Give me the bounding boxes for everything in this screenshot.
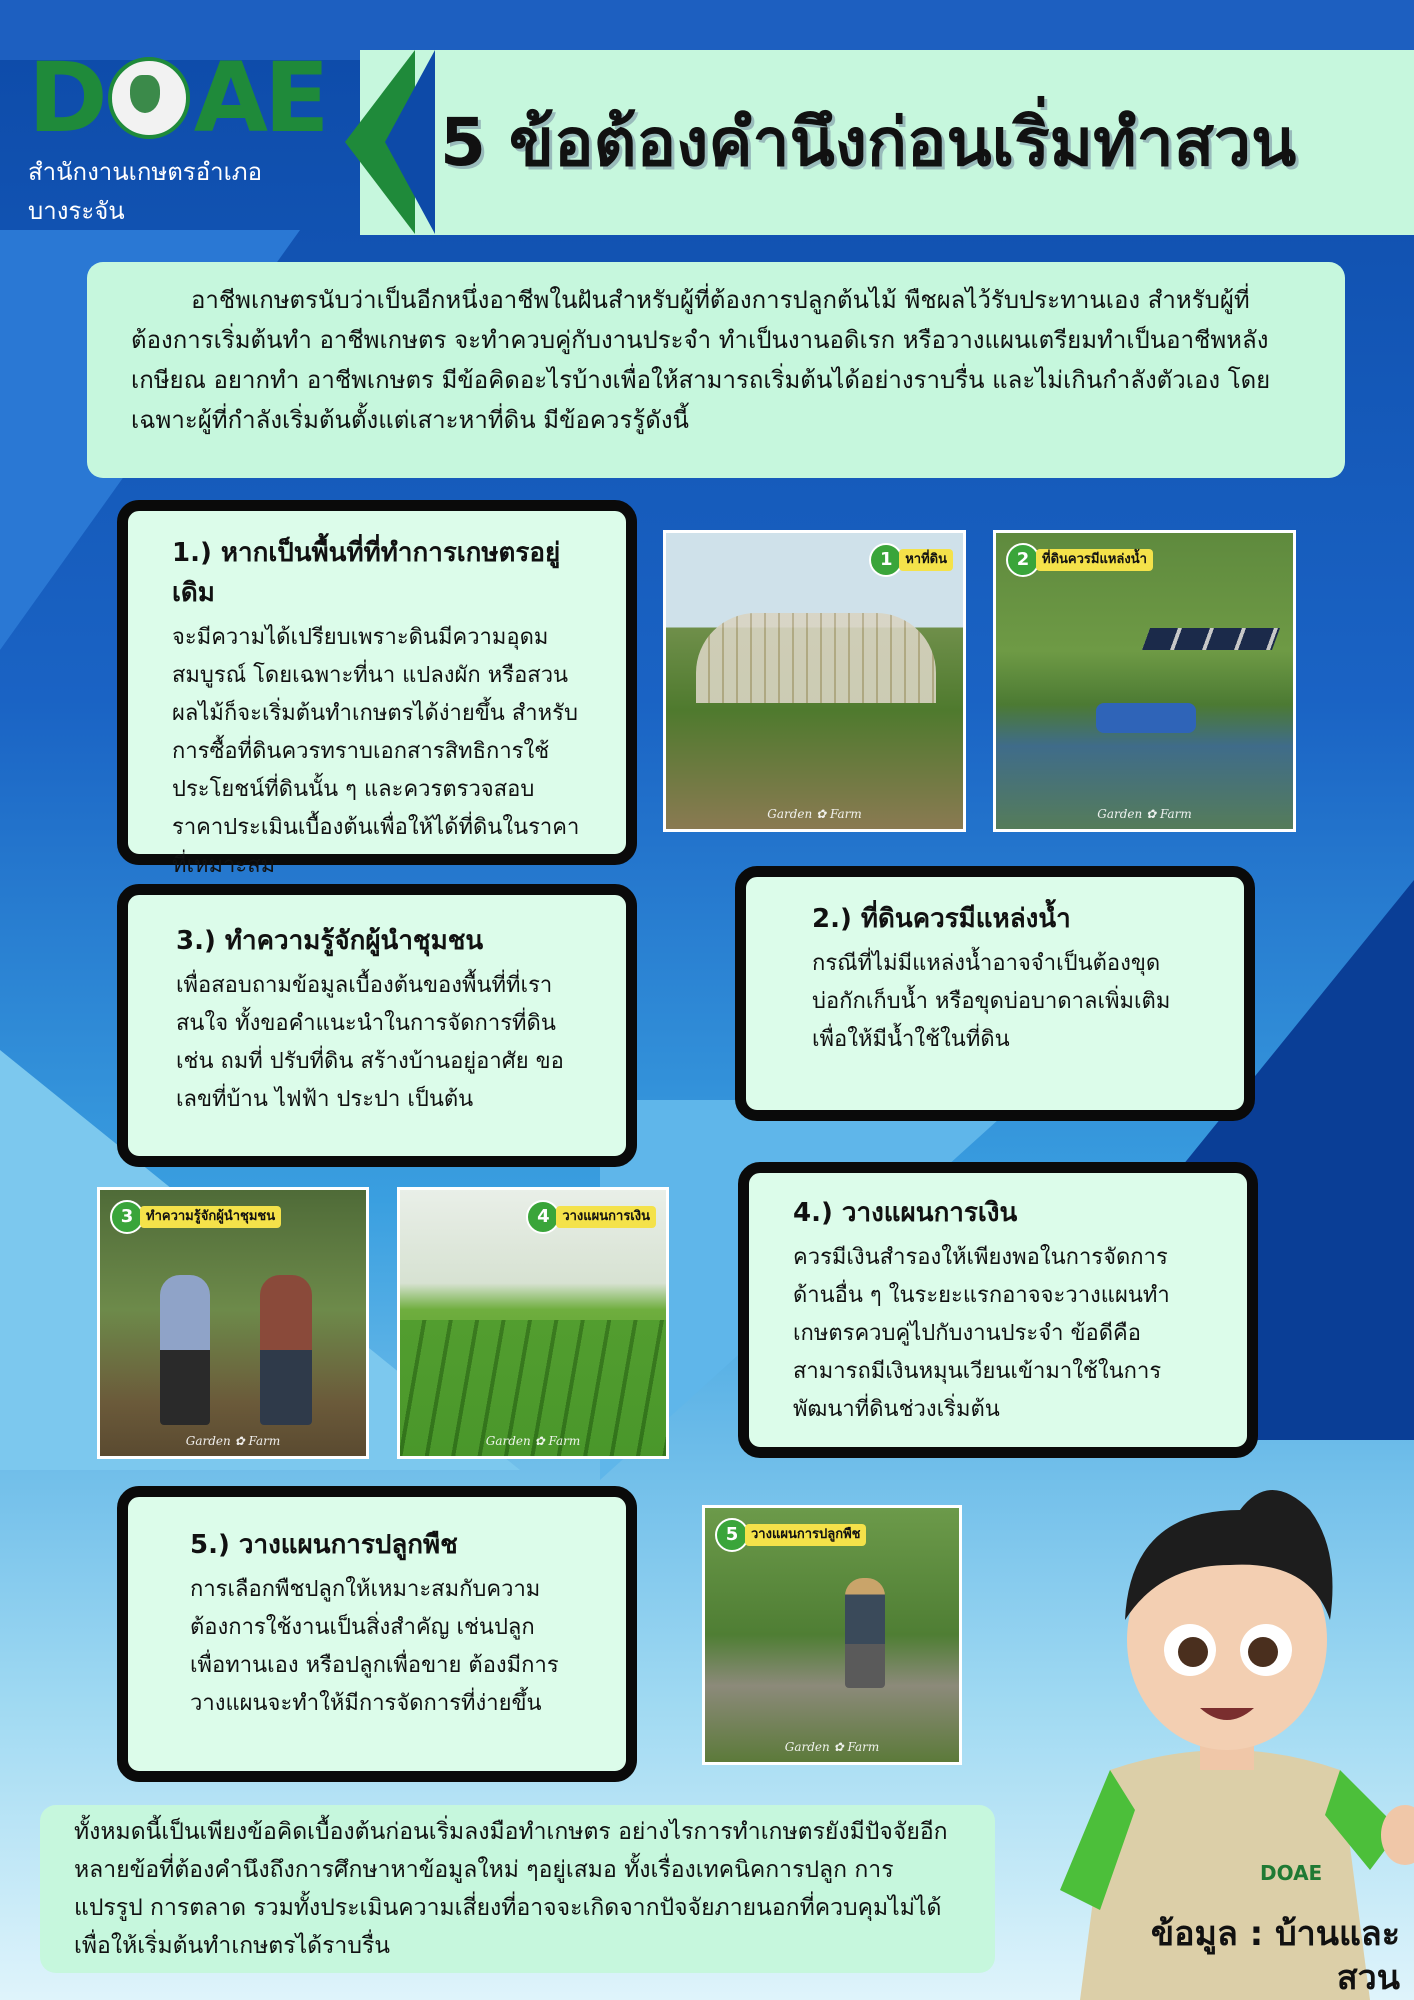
- logo-mark: [28, 42, 328, 154]
- photo-tag: [110, 1200, 281, 1234]
- photo-watermark: Garden ✿ Farm: [784, 1740, 880, 1754]
- photo-community-leader: [97, 1187, 369, 1459]
- photo-tag-number: 3: [110, 1200, 144, 1234]
- gardener-shape: [845, 1578, 885, 1688]
- intro-box: [87, 262, 1345, 478]
- mascot-shirt-logo: DOAE: [1260, 1861, 1323, 1885]
- solar-panels-shape: [1142, 628, 1280, 650]
- photo-tag-label: วางแผนการเงิน: [556, 1206, 656, 1228]
- photo-tag-label: วางแผนการปลูกพืช: [745, 1524, 866, 1546]
- doae-logo: [28, 42, 328, 230]
- photo-tag: [869, 543, 953, 577]
- photo-find-land: [663, 530, 966, 832]
- photo-watermark: Garden ✿ Farm: [1097, 807, 1192, 821]
- photo-tag-number: 1: [869, 543, 903, 577]
- tip-card-heading: 1.) หากเป็นพื้นที่ที่ทำการเกษตรอยู่เดิม: [172, 538, 561, 608]
- tip-card-5: [117, 1486, 637, 1782]
- source-credit: ข้อมูล : บ้านและสวน: [1150, 1914, 1400, 1998]
- photo-tag-number: 2: [1006, 543, 1040, 577]
- tip-card-body: ควรมีเงินสำรองให้เพียงพอในการจัดการด้านอื่น ๆ ในระยะแรกอาจจะวางแผนทำเกษตรควบคู่ไปกับงานประจำ ข้อดีคือสามารถมีเงินหมุนเวียนเข้ามาใช้ในการพัฒนาที่ดินช่วงเริ่มต้น: [793, 1245, 1170, 1422]
- photo-tag-number: 4: [526, 1200, 560, 1234]
- photo-watermark: Garden ✿ Farm: [767, 807, 862, 821]
- tip-card-heading: 5.) วางแผนการปลูกพืช: [190, 1530, 458, 1560]
- photo-water-source: [993, 530, 1296, 832]
- mascot-pupil-right: [1248, 1637, 1278, 1667]
- mascot-pupil-left: [1178, 1637, 1208, 1667]
- tip-card-heading: 3.) ทำความรู้จักผู้นำชุมชน: [176, 926, 484, 956]
- summary-text: ทั้งหมดนี้เป็นเพียงข้อคิดเบื้องต้นก่อนเริ่มลงมือทำเกษตร อย่างไรการทำเกษตรยังมีปัจจัยอีกหลายข้อที่ต้องคำนึงถึงการศึกษาหาข้อมูลใหม่ ๆอยู่เสมอ ทั้งเรื่องเทคนิคการปลูก การแปรรูป การตลาด รวมทั้งประเมินความเสี่ยงที่อาจจะเกิดจากปัจจัยภายนอกที่ควบคุมไม่ได้ เพื่อให้เริ่มต้นทำเกษตรได้ราบรื่น: [74, 1819, 948, 1959]
- photo-tag: [715, 1518, 866, 1552]
- photo-tag-number: 5: [715, 1518, 749, 1552]
- photo-tag-label: ที่ดินควรมีแหล่งน้ำ: [1036, 549, 1153, 571]
- tip-card-1: [117, 500, 637, 878]
- photo-tag-label: หาที่ดิน: [899, 549, 953, 571]
- photo-tag: [1006, 543, 1153, 577]
- photo-watermark: Garden ✿ Farm: [485, 1434, 581, 1448]
- tip-card-body: เพื่อสอบถามข้อมูลเบื้องต้นของพื้นที่ที่เราสนใจ ทั้งขอคำแนะนำในการจัดการที่ดิน เช่น ถมที่ ปรับที่ดิน สร้างบ้านอยู่อาศัย ขอเลขที่บ้าน ไฟฟ้า ประปา เป็นต้น: [176, 973, 564, 1112]
- logo-letter-d: D: [28, 42, 104, 154]
- photo-tag: [526, 1200, 656, 1234]
- photo-tag-label: ทำความรู้จักผู้นำชุมชน: [140, 1206, 281, 1228]
- tip-card-body: การเลือกพืชปลูกให้เหมาะสมกับความต้องการใช้งานเป็นสิ่งสำคัญ เช่นปลูกเพื่อทานเอง หรือปลูกเพื่อขาย ต้องมีการวางแผนจะทำให้มีการจัดการที่ง่ายขึ้น: [190, 1577, 559, 1716]
- photo-crop-plan: [702, 1505, 962, 1765]
- office-name: สำนักงานเกษตรอำเภอบางระจัน: [28, 158, 263, 225]
- page-title: 5 ข้อต้องคำนึงก่อนเริ่มทำสวน: [440, 104, 1297, 181]
- tip-card-heading: 4.) วางแผนการเงิน: [793, 1198, 1018, 1228]
- logo-letters-ae: AE: [193, 42, 326, 154]
- tip-card-2: [735, 866, 1255, 1121]
- photo-watermark: Garden ✿ Farm: [185, 1434, 281, 1448]
- tip-card-body: กรณีที่ไม่มีแหล่งน้ำอาจจำเป็นต้องขุดบ่อกักเก็บน้ำ หรือขุดบ่อบาดาลเพิ่มเติมเพื่อให้มีน้ำใช้ในที่ดิน: [812, 951, 1171, 1052]
- greenhouse-shape: [696, 613, 936, 703]
- tip-card-body: จะมีความได้เปรียบเพราะดินมีความอุดมสมบูรณ์ โดยเฉพาะที่นา แปลงผัก หรือสวนผลไม้ก็จะเริ่มต้นทำเกษตรได้ง่ายขึ้น สำหรับการซื้อที่ดินควรทราบเอกสารสิทธิการใช้ประโยชน์ที่ดินนั้น ๆ และควรตรวจสอบราคาประเมินเบื้องต้นเพื่อให้ได้ที่ดินในราคาที่เหมาะสม: [172, 625, 580, 878]
- summary-box: [40, 1805, 995, 1973]
- tip-card-4: [738, 1162, 1258, 1458]
- tip-card-heading: 2.) ที่ดินควรมีแหล่งน้ำ: [812, 904, 1071, 934]
- mascot-hand: [1381, 1805, 1414, 1865]
- photo-financial-plan: [397, 1187, 669, 1459]
- person-shape: [160, 1275, 210, 1425]
- tip-card-3: [117, 884, 637, 1167]
- person-shape: [260, 1275, 312, 1425]
- water-pump-shape: [1096, 703, 1196, 733]
- chevron-left-inner-icon: [385, 50, 435, 234]
- intro-text: อาชีพเกษตรนับว่าเป็นอีกหนึ่งอาชีพในฝันสำหรับผู้ที่ต้องการปลูกต้นไม้ พืชผลไว้รับประทานเอง สำหรับผู้ที่ต้องการเริ่มต้นทำ อาชีพเกษตร จะทำควบคู่กับงานประจำ ทำเป็นงานอดิเรก หรือวางแผนเตรียมทำเป็นอาชีพหลังเกษียณ อยากทำ อาชีพเกษตร มีข้อคิดอะไรบ้างเพื่อให้สามารถเริ่มต้นได้อย่างราบรื่น และไม่เกินกำลังตัวเอง โดยเฉพาะผู้ที่กำลังเริ่มต้นตั้งแต่เสาะหาที่ดิน มีข้อควรรู้ดังนี้: [131, 286, 1271, 434]
- seal-icon: [108, 57, 190, 139]
